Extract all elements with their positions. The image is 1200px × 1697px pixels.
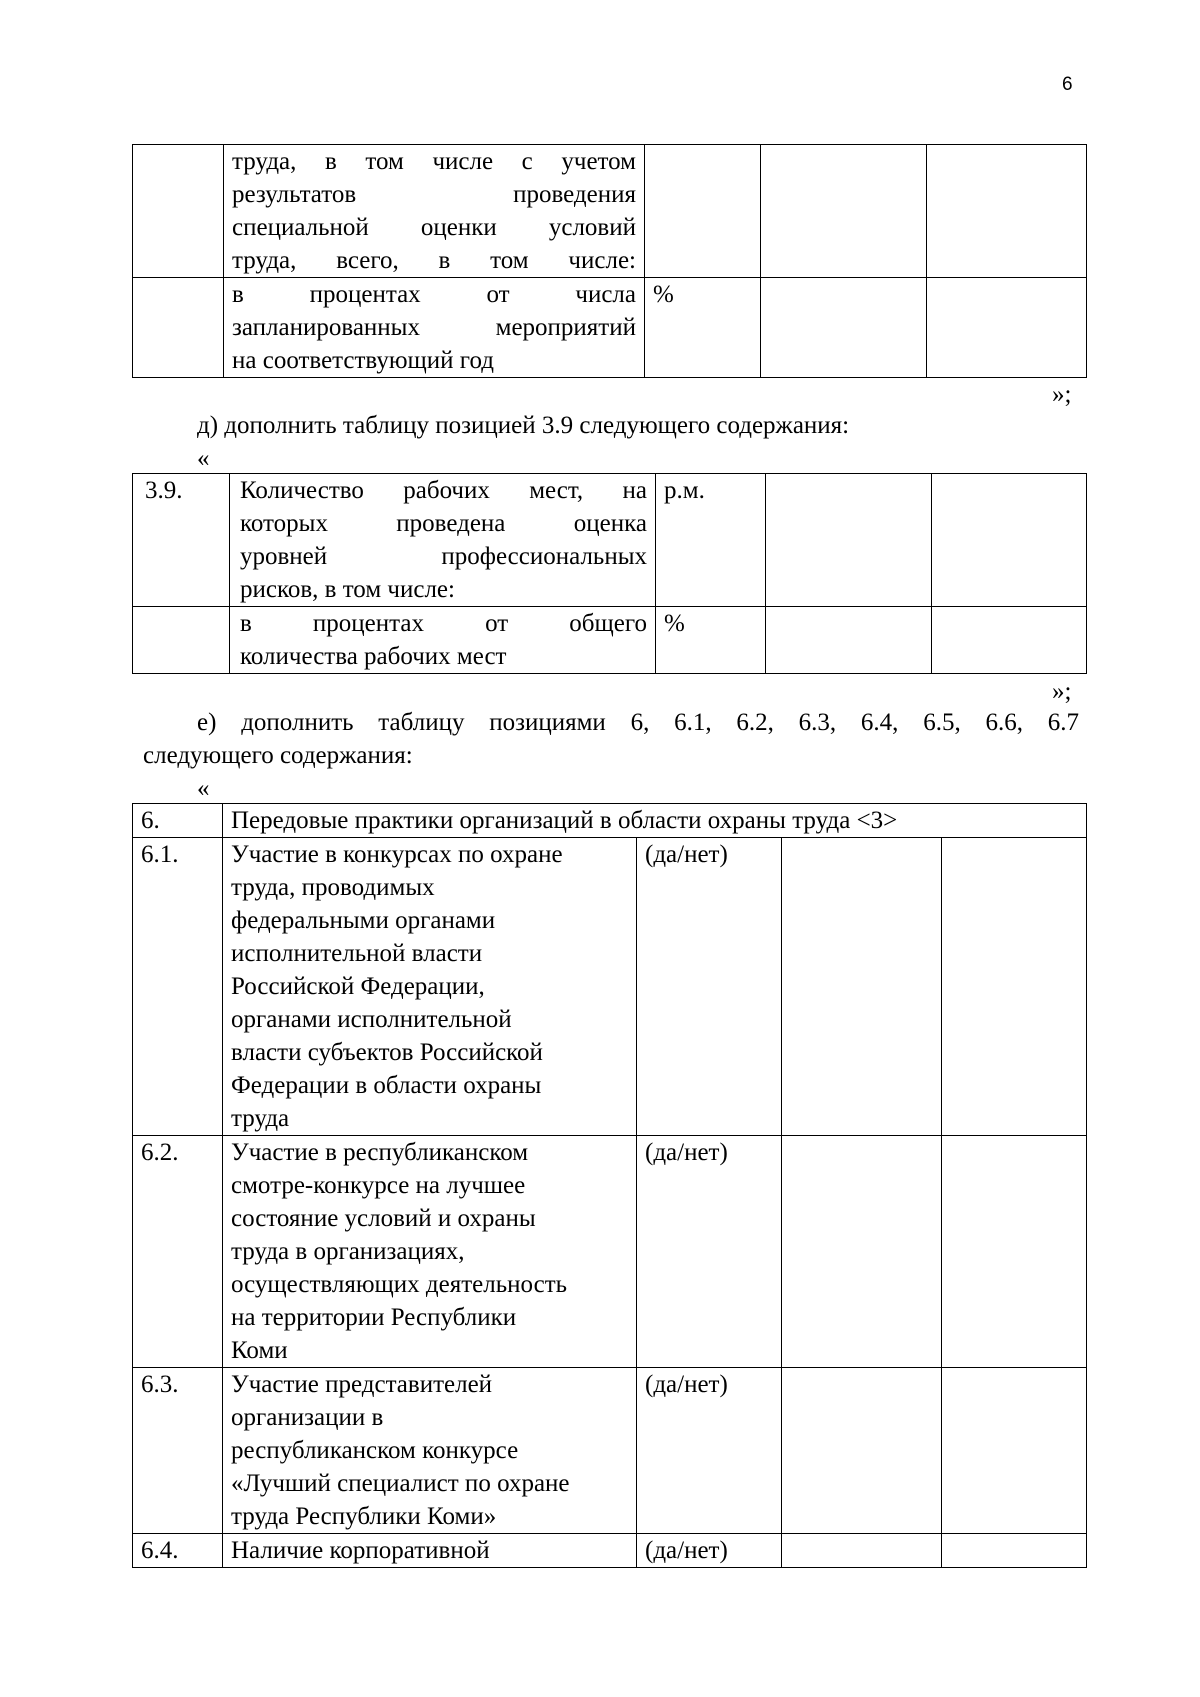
value-cell: [782, 838, 942, 1136]
indicator-line: смотре-конкурсе на лучшее: [231, 1172, 526, 1199]
indicator-line: осуществляющих деятельность: [231, 1271, 568, 1298]
indicator-line: Участие в конкурсах по охране: [231, 841, 563, 868]
indicator-line: на соответствующий год: [232, 347, 494, 374]
indicator-line: республиканском конкурсе: [231, 1437, 519, 1464]
value-cell: [942, 1534, 1087, 1568]
indicator-line: в процентах от общего: [240, 610, 647, 637]
table-row: [133, 1136, 1087, 1368]
value-cell: [942, 838, 1087, 1136]
indicator-line: результатов проведения: [232, 181, 636, 208]
page-number: 6: [1062, 74, 1073, 95]
table-row: [133, 838, 1087, 1136]
table-row: [133, 278, 1087, 378]
table-row: [133, 145, 1087, 278]
row-number-cell: 6.2.: [133, 1136, 223, 1368]
unit-cell: (да/нет): [637, 838, 782, 1136]
indicator-cell: [224, 278, 645, 378]
indicator-line: Российской Федерации,: [231, 973, 485, 1000]
closing-quote: »;: [1052, 678, 1072, 705]
paragraph-e-line1: е) дополнить таблицу позициями 6, 6.1, 6.2, 6.3, 6.4, 6.5, 6.6, 6.7: [197, 709, 1079, 736]
indicator-line: которых проведена оценка: [240, 510, 647, 537]
unit-cell: (да/нет): [637, 1534, 782, 1568]
row-number-cell: 6.1.: [133, 838, 223, 1136]
indicator-line: Участие представителей: [231, 1371, 493, 1398]
table-header-row: [133, 804, 1087, 838]
table-row: [133, 1368, 1087, 1534]
indicator-line: в процентах от числа: [232, 281, 636, 308]
value-cell: [761, 278, 927, 378]
indicator-line: Наличие корпоративной: [231, 1537, 490, 1564]
indicator-line: состояние условий и охраны: [231, 1205, 536, 1232]
value-cell: [766, 474, 932, 607]
indicator-cell: [224, 145, 645, 278]
indicator-line: Участие в республиканском: [231, 1139, 529, 1166]
value-cell: [942, 1136, 1087, 1368]
table-row: [133, 1534, 1087, 1568]
indicator-line: на территории Республики: [231, 1304, 517, 1331]
indicator-line: количества рабочих мест: [240, 643, 507, 670]
indicator-line: запланированных мероприятий: [232, 314, 636, 341]
indicator-line: власти субъектов Российской: [231, 1039, 543, 1066]
value-cell: [927, 145, 1087, 278]
indicator-line: органами исполнительной: [231, 1006, 512, 1033]
value-cell: [782, 1136, 942, 1368]
table-6: [132, 803, 1087, 1568]
value-cell: [942, 1368, 1087, 1534]
value-cell: [766, 607, 932, 674]
indicator-line: труда: [231, 1105, 290, 1132]
paragraph-d: д) дополнить таблицу позицией 3.9 следующего содержания:: [197, 412, 850, 439]
indicator-line: Коми: [231, 1337, 288, 1364]
section-title-cell: Передовые практики организаций в области охраны труда <3>: [223, 804, 1087, 838]
value-cell: [782, 1534, 942, 1568]
indicator-cell: [223, 1534, 637, 1568]
table-row: [133, 607, 1087, 674]
indicator-line: труда Республики Коми»: [231, 1503, 497, 1530]
row-number-cell: 3.9.: [133, 474, 230, 607]
table-continuation: [132, 144, 1087, 378]
row-number-cell: 6.4.: [133, 1534, 223, 1568]
row-number-cell: 6.3.: [133, 1368, 223, 1534]
indicator-line: организации в: [231, 1404, 384, 1431]
unit-cell: (да/нет): [637, 1136, 782, 1368]
value-cell: [761, 145, 927, 278]
value-cell: [782, 1368, 942, 1534]
indicator-line: труда в организациях,: [231, 1238, 465, 1265]
indicator-line: специальной оценки условий: [232, 214, 636, 241]
unit-cell: %: [645, 278, 761, 378]
table-row: [133, 474, 1087, 607]
row-number-cell: [133, 145, 224, 278]
unit-cell: %: [656, 607, 766, 674]
indicator-line: труда, в том числе с учетом: [232, 148, 636, 175]
indicator-line: труда, всего, в том числе:: [232, 247, 636, 274]
row-number-cell: [133, 278, 224, 378]
unit-cell: [645, 145, 761, 278]
indicator-cell: [230, 474, 656, 607]
indicator-line: рисков, в том числе:: [240, 576, 455, 603]
indicator-line: Количество рабочих мест, на: [240, 477, 647, 504]
table-3-9: [132, 473, 1087, 674]
value-cell: [932, 474, 1087, 607]
indicator-line: федеральными органами: [231, 907, 496, 934]
indicator-line: труда, проводимых: [231, 874, 435, 901]
indicator-cell: [223, 1368, 637, 1534]
unit-cell: (да/нет): [637, 1368, 782, 1534]
indicator-cell: [223, 838, 637, 1136]
opening-quote: «: [197, 775, 210, 802]
indicator-line: Федерации в области охраны: [231, 1072, 542, 1099]
indicator-line: исполнительной власти: [231, 940, 483, 967]
value-cell: [932, 607, 1087, 674]
unit-cell: р.м.: [656, 474, 766, 607]
closing-quote: »;: [1052, 381, 1072, 408]
value-cell: [927, 278, 1087, 378]
row-number-cell: 6.: [133, 804, 223, 838]
opening-quote: «: [197, 445, 210, 472]
paragraph-e-line2: следующего содержания:: [143, 742, 413, 769]
indicator-cell: [223, 1136, 637, 1368]
indicator-cell: [230, 607, 656, 674]
indicator-line: уровней профессиональных: [240, 543, 647, 570]
indicator-line: «Лучший специалист по охране: [231, 1470, 570, 1497]
row-number-cell: [133, 607, 230, 674]
